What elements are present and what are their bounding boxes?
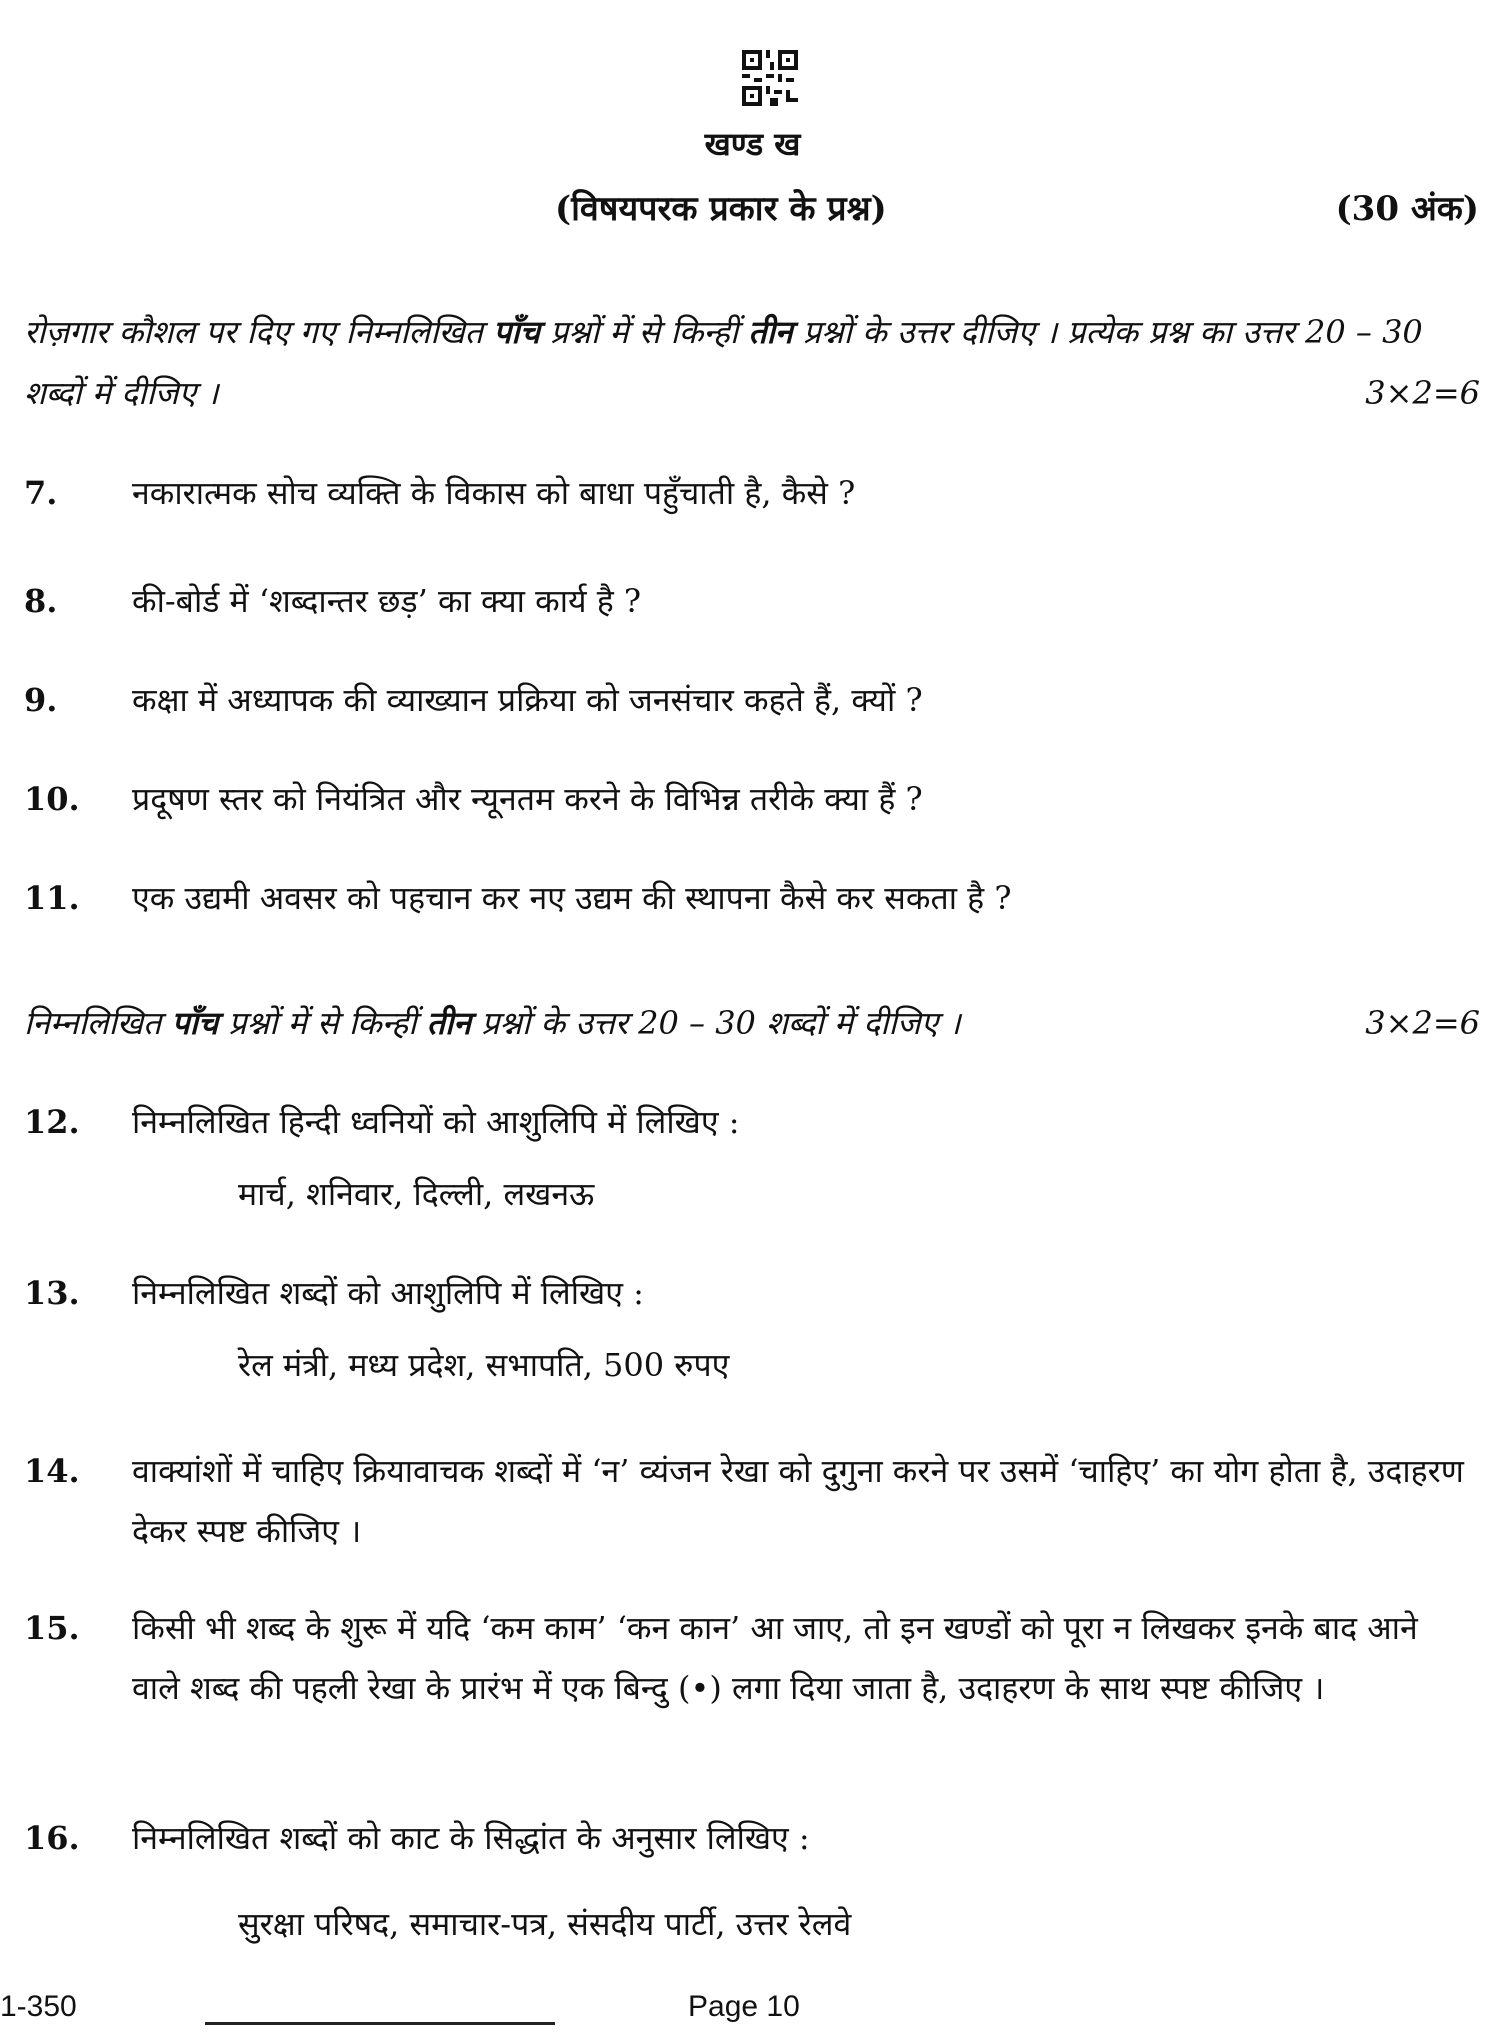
question-text: निम्नलिखित शब्दों को आशुलिपि में लिखिए : xyxy=(132,1274,644,1312)
question-subtext: मार्च, शनिवार, दिल्ली, लखनऊ xyxy=(238,1175,595,1213)
instruction-bold: पाँच xyxy=(493,313,540,351)
instruction-text: रोज़गार कौशल पर दिए गए निम्नलिखित xyxy=(24,313,494,351)
question-text: निम्नलिखित हिन्दी ध्वनियों को आशुलिपि में लिखिए : xyxy=(132,1103,740,1141)
question-16 xyxy=(24,1808,1464,1954)
instruction-text: निम्नलिखित xyxy=(24,1004,172,1042)
question-text: नकारात्मक सोच व्यक्ति के विकास को बाधा पहुँचाती है, कैसे ? xyxy=(132,474,856,512)
footer-code: 1-350 xyxy=(0,1990,77,2023)
instruction-block-1 xyxy=(24,302,1484,424)
instruction-text: प्रश्नों में से किन्हीं xyxy=(218,1004,427,1042)
question-number: 14. xyxy=(24,1452,80,1490)
instruction-block-2 xyxy=(24,993,1484,1054)
question-13 xyxy=(24,1263,1464,1395)
question-15 xyxy=(24,1598,1464,1718)
question-number: 9. xyxy=(24,681,58,719)
question-number: 13. xyxy=(24,1274,80,1312)
instruction-marks: 3×2=6 xyxy=(1365,374,1480,412)
question-8 xyxy=(24,571,1464,631)
question-text: वाक्यांशों में चाहिए क्रियावाचक शब्दों में ‘न’ व्यंजन रेखा को दुगुना करने पर उसमें ‘चाहिए’ का योग होता है, उदाहरण देकर स्पष्ट कीजिए । xyxy=(132,1452,1464,1550)
question-12 xyxy=(24,1092,1464,1224)
question-text: एक उद्यमी अवसर को पहचान कर नए उद्यम की स्थापना कैसे कर सकता है ? xyxy=(132,879,1012,917)
instruction-bold: पाँच xyxy=(171,1004,219,1042)
question-7 xyxy=(24,463,1464,523)
question-11 xyxy=(24,868,1464,928)
section-title: खण्ड ख xyxy=(704,125,801,163)
footer-divider xyxy=(205,2022,555,2025)
question-text: प्रदूषण स्तर को नियंत्रित और न्यूनतम करने के विभिन्न तरीके क्या हैं ? xyxy=(132,780,923,818)
question-number: 12. xyxy=(24,1103,80,1141)
question-text: निम्नलिखित शब्दों को काट के सिद्धांत के अनुसार लिखिए : xyxy=(132,1819,810,1857)
question-number: 16. xyxy=(24,1819,80,1857)
question-number: 11. xyxy=(24,879,80,917)
question-subtext: सुरक्षा परिषद, समाचार-पत्र, संसदीय पार्टी, उत्तर रेलवे xyxy=(238,1905,852,1943)
question-number: 8. xyxy=(24,582,58,620)
question-text: कक्षा में अध्यापक की व्याख्यान प्रक्रिया को जनसंचार कहते हैं, क्यों ? xyxy=(132,681,923,719)
question-text: की-बोर्ड में ‘शब्दान्तर छड़’ का क्या कार्य है ? xyxy=(132,582,642,620)
question-10 xyxy=(24,769,1464,829)
instruction-text: प्रश्नों के उत्तर दीजिए । प्रत्येक प्रश्न का उत्तर 20 – 30 शब्दों में दीजिए । xyxy=(24,313,1423,412)
section-subtitle: (विषयपरक प्रकार के प्रश्न) xyxy=(555,189,887,229)
question-number: 10. xyxy=(24,780,80,818)
section-marks: (30 अंक) xyxy=(1335,189,1479,229)
question-text: किसी भी शब्द के शुरू में यदि ‘कम काम’ ‘कन कान’ आ जाए, तो इन खण्डों को पूरा न लिखकर इनके बाद आने वाले शब्द की पहली रेखा के प्रारंभ में एक बिन्दु (•) लगा दिया जाता है, उदाहरण के साथ स्पष्ट कीजिए । xyxy=(132,1609,1418,1707)
instruction-text: प्रश्नों के उत्तर 20 – 30 शब्दों में दीजिए । xyxy=(471,1004,961,1042)
instruction-marks: 3×2=6 xyxy=(1365,1004,1480,1042)
question-9 xyxy=(24,670,1464,730)
instruction-text: प्रश्नों में से किन्हीं xyxy=(539,313,749,351)
question-subtext: रेल मंत्री, मध्य प्रदेश, सभापति, 500 रुपए xyxy=(238,1346,730,1384)
footer-page-number: Page 10 xyxy=(688,1990,800,2023)
question-14 xyxy=(24,1441,1464,1561)
instruction-bold: तीन xyxy=(426,1004,472,1042)
question-number: 7. xyxy=(24,474,58,512)
qr-code-icon xyxy=(742,50,798,106)
question-number: 15. xyxy=(24,1609,80,1647)
instruction-bold: तीन xyxy=(748,313,793,351)
